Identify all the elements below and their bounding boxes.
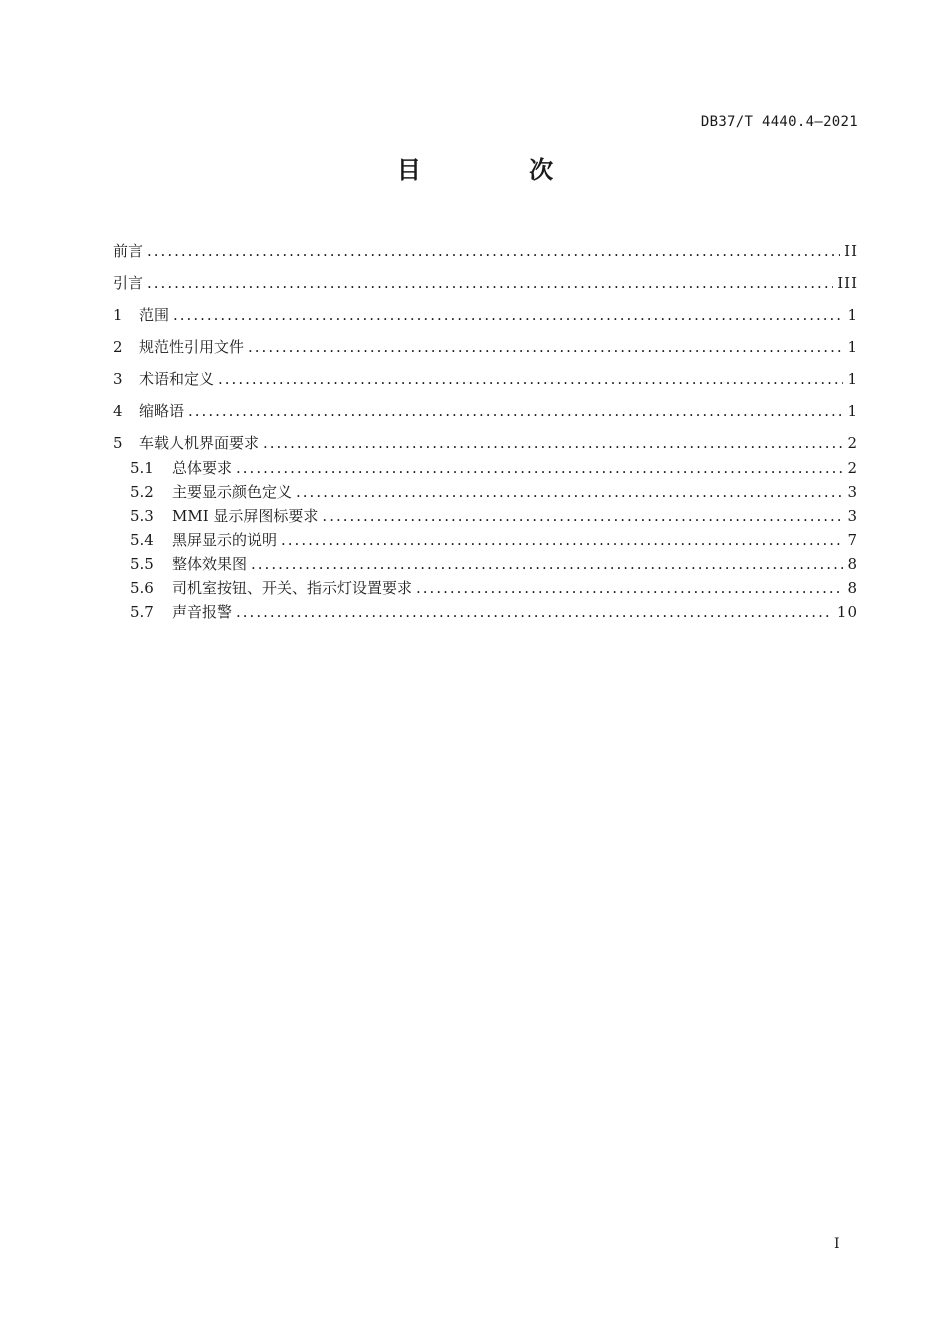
toc-leader-dots [188, 400, 843, 422]
toc-leader-dots [251, 553, 843, 575]
toc-entry-page: 1 [847, 370, 858, 388]
toc-entry-page: 2 [847, 459, 858, 477]
toc-entry-section-5-2[interactable] [130, 481, 858, 503]
toc-entry-title: 缩略语 [139, 402, 185, 420]
toc-entry-page: 3 [847, 507, 858, 525]
toc-entry-section-5-6[interactable] [130, 577, 858, 599]
toc-entry-title: 规范性引用文件 [139, 338, 245, 356]
toc-entry-section-5[interactable] [113, 432, 858, 454]
toc-entry-section-4[interactable] [113, 400, 858, 422]
toc-entry-page: 1 [847, 402, 858, 420]
toc-entry-title: 范围 [139, 306, 170, 324]
toc-leader-dots [263, 432, 843, 454]
page-title: 目 次 [396, 156, 604, 184]
toc-entry-page: 8 [847, 555, 858, 573]
toc-entry-number: 5.4 [130, 531, 154, 549]
toc-entry-page: 3 [847, 483, 858, 501]
toc-entry-page: III [837, 274, 858, 292]
toc-leader-dots [322, 505, 843, 527]
toc-entry-title: 主要显示颜色定义 [172, 483, 293, 501]
toc-entry-number: 5.3 [130, 507, 154, 525]
toc-entry-title: 术语和定义 [139, 370, 215, 388]
toc-entry-number: 5.5 [130, 555, 154, 573]
toc-entry-number: 1 [113, 306, 123, 324]
toc-entry-foreword[interactable] [113, 240, 858, 262]
toc-leader-dots [281, 529, 843, 551]
toc-leader-dots [236, 601, 833, 623]
toc-entry-number: 2 [113, 338, 123, 356]
toc-entry-section-5-3[interactable] [130, 505, 858, 527]
toc-entry-title: 黑屏显示的说明 [172, 531, 278, 549]
toc-leader-dots [248, 336, 843, 358]
toc-entry-title: 引言 [113, 274, 144, 292]
toc-leader-dots [218, 368, 843, 390]
toc-entry-page: 10 [836, 603, 858, 621]
toc-entry-page: II [844, 242, 858, 260]
toc-entry-page: 2 [847, 434, 858, 452]
toc-entry-number: 5.7 [130, 603, 154, 621]
toc-entry-title: 前言 [113, 242, 144, 260]
page-number: I [834, 1236, 840, 1252]
toc-entry-number: 5.2 [130, 483, 154, 501]
document-code: DB37/T 4440.4—2021 [700, 114, 858, 130]
toc-entry-number: 5.6 [130, 579, 154, 597]
toc-entry-section-5-5[interactable] [130, 553, 858, 575]
toc-entry-number: 3 [113, 370, 123, 388]
toc-entry-title: 总体要求 [172, 459, 233, 477]
toc-entry-section-5-1[interactable] [130, 457, 858, 479]
toc-leader-dots [147, 272, 833, 294]
toc-entry-number: 5 [113, 434, 123, 452]
toc-entry-page: 7 [847, 531, 858, 549]
toc-entry-section-5-7[interactable] [130, 601, 858, 623]
toc-entry-number: 4 [113, 402, 123, 420]
toc-entry-title: 整体效果图 [172, 555, 248, 573]
toc-entry-section-3[interactable] [113, 368, 858, 390]
toc-entry-title: MMI 显示屏图标要求 [172, 507, 319, 525]
toc-entry-number: 5.1 [130, 459, 154, 477]
toc-entry-section-1[interactable] [113, 304, 858, 326]
toc-entry-title: 司机室按钮、开关、指示灯设置要求 [172, 579, 413, 597]
toc-entry-section-2[interactable] [113, 336, 858, 358]
toc-leader-dots [173, 304, 843, 326]
toc-leader-dots [296, 481, 843, 503]
toc-entry-page: 8 [847, 579, 858, 597]
toc-leader-dots [147, 240, 840, 262]
toc-entry-title: 车载人机界面要求 [139, 434, 260, 452]
toc-entry-section-5-4[interactable] [130, 529, 858, 551]
toc-entry-page: 1 [847, 306, 858, 324]
toc-leader-dots [236, 457, 843, 479]
toc-entry-page: 1 [847, 338, 858, 356]
toc-leader-dots [416, 577, 843, 599]
toc-entry-introduction[interactable] [113, 272, 858, 294]
toc-entry-title: 声音报警 [172, 603, 233, 621]
